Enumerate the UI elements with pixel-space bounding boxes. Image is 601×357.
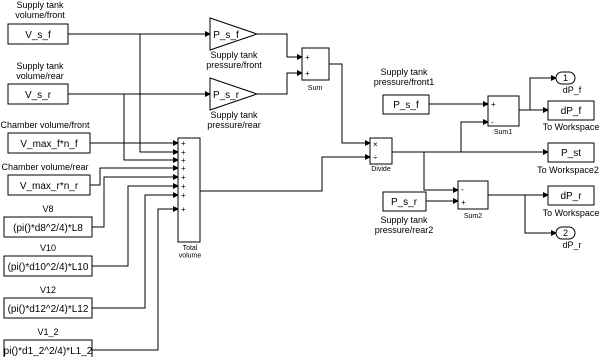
- plus-sign: +: [491, 100, 496, 109]
- block-value: P_st: [560, 148, 582, 159]
- plus-sign: +: [181, 191, 186, 200]
- plus-sign: +: [181, 173, 186, 182]
- constant-v10[interactable]: [4, 243, 92, 276]
- block-label: Total volume: [178, 245, 202, 260]
- block-label: Chamber volume/front: [0, 120, 90, 130]
- port-number: 1: [562, 73, 569, 83]
- block-label: Supply tank volume/front: [15, 0, 65, 20]
- plus-sign: +: [181, 156, 186, 165]
- block-value: (pi()*d8^2/4)*L8: [13, 223, 83, 234]
- constant-v8[interactable]: [4, 204, 92, 237]
- block-label: Sum1: [493, 129, 513, 136]
- block-label: Chamber volume/rear: [1, 162, 89, 172]
- block-label: Supply tank pressure/rear2: [374, 215, 434, 235]
- constant-supply-tank-volume-rear[interactable]: [8, 61, 68, 104]
- block-label: V12: [39, 285, 57, 295]
- port-label: dP_f: [562, 85, 582, 95]
- divide-sign: ÷: [373, 153, 378, 162]
- block-label: V10: [39, 243, 57, 253]
- minus-sign: -: [461, 185, 464, 194]
- block-value: V_s_r: [24, 90, 52, 101]
- block-label: Supply tank pressure/front: [206, 50, 262, 70]
- minus-sign: -: [491, 118, 494, 127]
- port-label: dP_r: [562, 240, 582, 250]
- constant-supply-tank-pressure-front1[interactable]: [374, 67, 435, 114]
- plus-sign: +: [181, 139, 186, 148]
- block-value: V_max_r*n_r: [19, 181, 79, 192]
- constant-v12[interactable]: [4, 285, 92, 318]
- plus-sign: +: [181, 148, 186, 157]
- block-value: dP_f: [560, 106, 582, 117]
- outport-2[interactable]: [556, 227, 582, 250]
- block-label: Sum: [307, 85, 323, 92]
- plus-sign: +: [305, 69, 310, 78]
- plus-sign: +: [305, 53, 310, 62]
- gain-supply-tank-pressure-front[interactable]: [206, 18, 262, 70]
- constant-v1-2[interactable]: [4, 327, 93, 357]
- block-label: To Workspace: [542, 122, 600, 132]
- block-value: (pi()*d12^2/4)*L12: [7, 304, 89, 315]
- sum-block[interactable]: [302, 48, 329, 92]
- block-label: Sum2: [463, 213, 483, 220]
- block-label: V8: [42, 204, 54, 214]
- block-label: To Workspace2: [537, 165, 599, 175]
- plus-sign: +: [461, 198, 466, 207]
- outport-1[interactable]: [556, 72, 582, 95]
- block-label: Divide: [371, 166, 391, 173]
- block-value: P_s_f: [393, 100, 419, 111]
- block-value: V_max_f*n_f: [20, 139, 78, 150]
- port-number: 2: [562, 228, 569, 238]
- plus-sign: +: [181, 182, 186, 191]
- constant-supply-tank-pressure-rear2[interactable]: [375, 192, 434, 235]
- block-value: pi()*d1_2^2/4)*L1_2: [3, 346, 93, 357]
- block-label: Supply tank pressure/front1: [373, 67, 435, 87]
- gain-value: P_s_r: [212, 90, 240, 101]
- sum1-block[interactable]: [488, 96, 519, 136]
- block-value: V_s_f: [25, 30, 51, 41]
- block-value: dP_r: [560, 191, 582, 202]
- to-workspace-dp-r[interactable]: [543, 186, 600, 218]
- plus-sign: +: [181, 205, 186, 214]
- block-label: To Workspace: [542, 208, 600, 218]
- multiply-sign: ×: [373, 140, 378, 149]
- gain-value: P_s_f: [213, 30, 239, 41]
- plus-sign: +: [181, 164, 186, 173]
- divide-block[interactable]: [370, 138, 392, 173]
- to-workspace-dp-f[interactable]: [543, 101, 600, 132]
- constant-chamber-volume-front[interactable]: [0, 120, 90, 153]
- gain-supply-tank-pressure-rear[interactable]: [207, 78, 261, 130]
- total-volume-sum-block[interactable]: [178, 138, 201, 260]
- block-value: (pi()*d10^2/4)*L10: [7, 262, 89, 273]
- block-label: Supply tank volume/rear: [16, 61, 64, 81]
- constant-supply-tank-volume-front[interactable]: [8, 0, 68, 44]
- sum2-block[interactable]: [458, 181, 488, 220]
- block-label: V1_2: [37, 327, 59, 337]
- to-workspace-p-st[interactable]: [537, 143, 599, 175]
- constant-chamber-volume-rear[interactable]: [1, 162, 90, 195]
- block-value: P_s_r: [390, 197, 418, 208]
- block-label: Supply tank pressure/rear: [207, 110, 261, 130]
